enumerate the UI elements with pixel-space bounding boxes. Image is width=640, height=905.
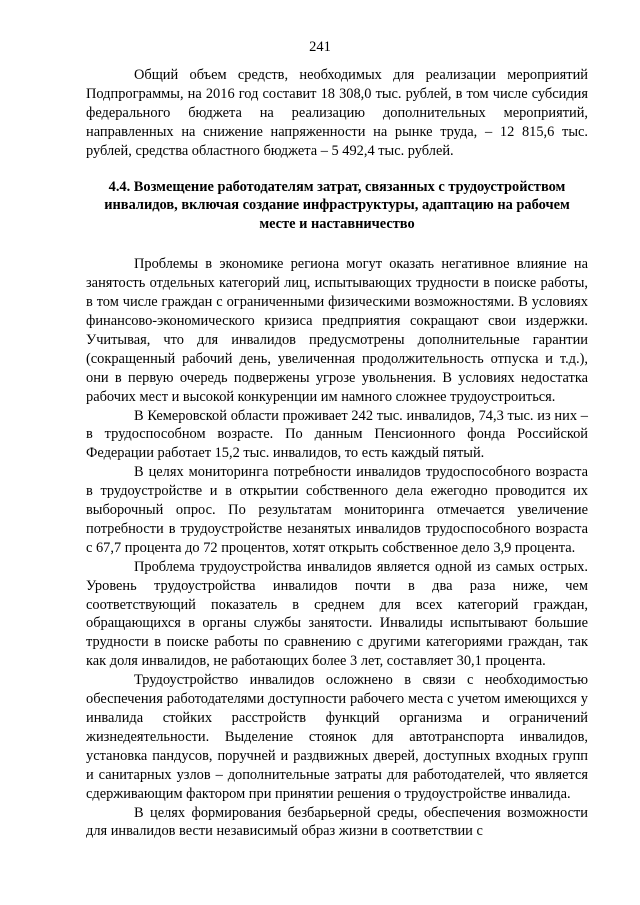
page-number: 241 (309, 39, 331, 55)
paragraph-economic-problems: Проблемы в экономике региона могут оказать негативное влияние на занятость отдельных категорий лиц, испытывающих трудности в поиске работы, в том числе граждан с ограниченными физическими возможностями. В условиях финансово-экономического кризиса предприятия сокращают свои издержки. Учитывая, что для инвалидов предусмотрены дополнительные гарантии (сокращенный рабочий день, увеличенная продолжительность отпуска и т.д.), они в первую очередь подвержены угрозе увольнения. В условиях недостатка рабочих мест и высокой конкуренции им намного сложнее трудоустроиться. (86, 256, 588, 405)
section-heading: 4.4. Возмещение работодателям затрат, связанных с трудоустройством инвалидов, включая создание инфраструктуры, адаптацию на рабочем месте и наставничество (104, 178, 570, 233)
paragraph-funding-total: Общий объем средств, необходимых для реализации мероприятий Подпрограммы, на 2016 год составит 18 308,0 тыс. рублей, в том числе субсидия федерального бюджета на реализацию дополнительных мероприятий, направленных на снижение напряженности на рынке труда, – 12 815,6 тыс. рублей, средства областного бюджета – 5 492,4 тыс. рублей. (86, 67, 588, 159)
page-body (86, 66, 588, 841)
paragraph-employment-problem: Проблема трудоустройства инвалидов является одной из самых острых. Уровень трудоустройства инвалидов почти в два раза ниже, чем соответствующий показатель в среднем для всех категорий граждан, обращающихся в органы службы занятости. Инвалиды испытывают большие трудности в поиске работы по сравнению с другими категориями граждан, так как доля инвалидов, не работающих более 3 лет, составляет 30,1 процента. (86, 558, 588, 670)
paragraph-workplace-accessibility: Трудоустройство инвалидов осложнено в связи с необходимостью обеспечения работодателями доступности рабочего места с учетом имеющихся у инвалида стойких расстройств функций организма и ограничений жизнедеятельности. Выделение стоянок для автотранспорта инвалидов, установка пандусов, поручней и раздвижных дверей, доступных входных групп и санитарных узлов – дополнительные затраты для работодателей, что является сдерживающим фактором при принятии решения о трудоустройстве инвалида. (86, 672, 588, 802)
paragraph-kemerovo-statistics: В Кемеровской области проживает 242 тыс. инвалидов, 74,3 тыс. из них – в трудоспособном возрасте. По данным Пенсионного фонда Российской Федерации работает 15,2 тыс. инвалидов, то есть каждый пятый. (86, 407, 588, 462)
paragraph-monitoring-survey: В целях мониторинга потребности инвалидов трудоспособного возраста в трудоустройстве и в открытии собственного дела ежегодно проводится их выборочный опрос. По результатам мониторинга отмечается увеличение потребности в трудоустройстве незанятых инвалидов трудоспособного возраста с 67,7 процента до 72 процентов, хотят открыть собственное дело 3,9 процента. (86, 464, 588, 556)
paragraph-barrier-free-environment: В целях формирования безбарьерной среды, обеспечения возможности для инвалидов вести независимый образ жизни в соответствии с (86, 804, 588, 840)
